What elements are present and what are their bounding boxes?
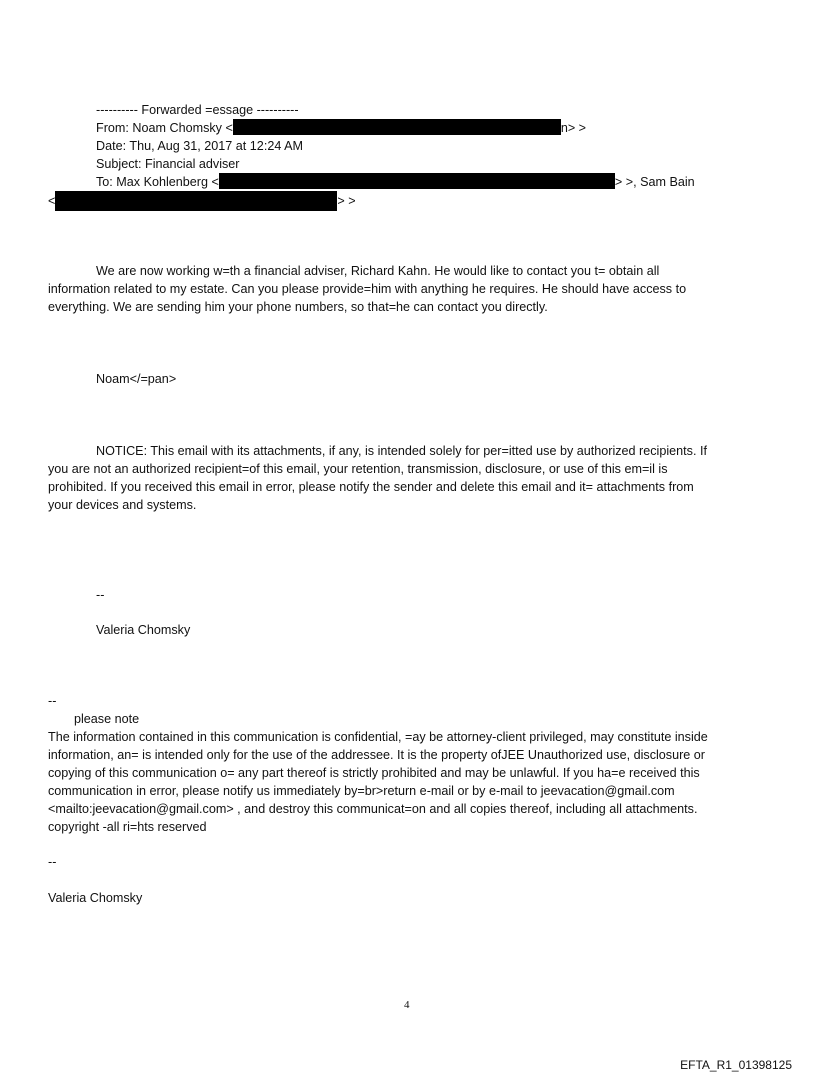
- from-prefix: From: Noam Chomsky <: [96, 121, 233, 135]
- from-suffix: n> >: [560, 121, 587, 135]
- body-paragraph-line: information related to my estate. Can you please provide=him with anything he requires. He should have access to: [48, 282, 687, 296]
- redaction-box: [233, 119, 561, 135]
- notice-line: you are not an authorized recipient=of this email, your retention, transmission, disclosure, or use of this em=il is: [48, 462, 668, 476]
- to-suffix: > >, Sam Bain: [614, 175, 695, 189]
- signature-separator: --: [48, 855, 57, 869]
- redaction-box: [55, 191, 337, 211]
- signature-separator: --: [96, 588, 105, 602]
- subject-line: Subject: Financial adviser: [96, 157, 240, 171]
- cc-line: [48, 191, 356, 211]
- confidentiality-line: information, an= is intended only for the use of the addressee. It is the property ofJEE Unauthorized use, disclosure or: [48, 748, 705, 762]
- copyright-line: copyright -all ri=hts reserved: [48, 820, 207, 834]
- redaction-box: [219, 173, 615, 189]
- signature-noam: Noam</=pan>: [96, 372, 177, 386]
- page-number: 4: [404, 999, 410, 1011]
- cc-prefix: <: [48, 194, 56, 208]
- from-line: [96, 119, 586, 137]
- please-note-heading: please note: [74, 712, 140, 726]
- cc-suffix: > >: [337, 194, 356, 208]
- date-line: Date: Thu, Aug 31, 2017 at 12:24 AM: [96, 139, 304, 153]
- to-line: [96, 173, 695, 191]
- confidentiality-line: communication in error, please notify us immediately by=br>return e-mail or by e-mail to jeevacation@gmail.com: [48, 784, 675, 798]
- confidentiality-line: <mailto:jeevacation@gmail.com> , and destroy this communicat=on and all copies thereof, including all attachments.: [48, 802, 698, 816]
- body-paragraph-line: We are now working w=th a financial adviser, Richard Kahn. He would like to contact you t= obtain all: [96, 264, 660, 278]
- signature-valeria: Valeria Chomsky: [48, 891, 143, 905]
- signature-separator: --: [48, 694, 57, 708]
- notice-line: prohibited. If you received this email in error, please notify the sender and delete this email and it= attachments from: [48, 480, 694, 494]
- confidentiality-line: copying of this communication o= any part thereof is strictly prohibited and may be unlawful. If you ha=e received this: [48, 766, 700, 780]
- notice-line: NOTICE: This email with its attachments, if any, is intended solely for per=itted use by authorized recipients. If: [96, 444, 707, 458]
- notice-line: your devices and systems.: [48, 498, 197, 512]
- signature-valeria: Valeria Chomsky: [96, 623, 191, 637]
- document-id: EFTA_R1_01398125: [680, 1058, 792, 1072]
- forwarded-message-line: ---------- Forwarded =essage ----------: [96, 103, 299, 117]
- to-prefix: To: Max Kohlenberg <: [96, 175, 219, 189]
- body-paragraph-line: everything. We are sending him your phone numbers, so that=he can contact you directly.: [48, 300, 548, 314]
- confidentiality-line: The information contained in this communication is confidential, =ay be attorney-client privileged, may constitute inside: [48, 730, 708, 744]
